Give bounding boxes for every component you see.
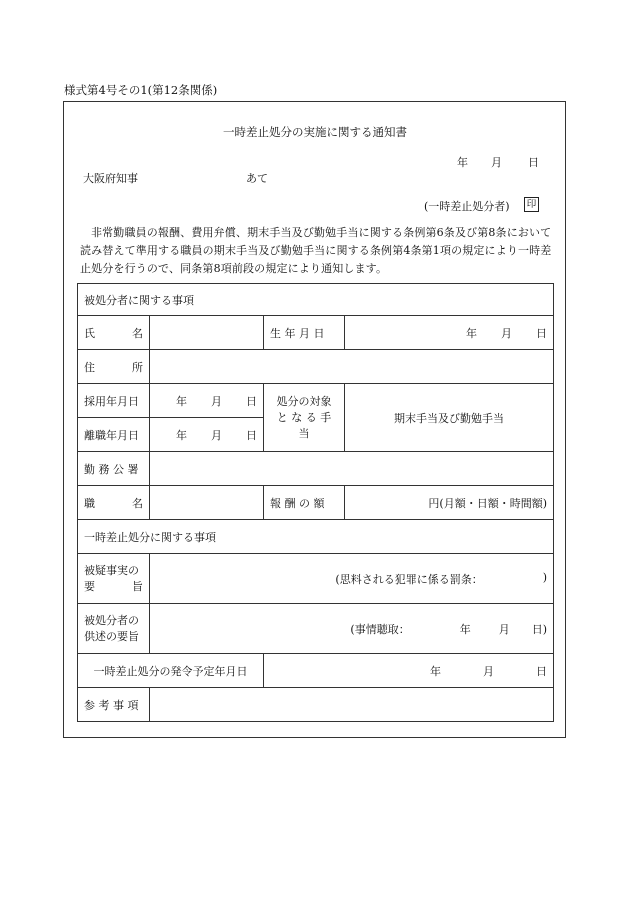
document-title: 一時差止処分の実施に関する通知書	[223, 125, 407, 139]
label-pay-amount: 報 酬 の 額	[264, 486, 345, 520]
label-birthdate: 生 年 月 日	[264, 316, 345, 350]
field-leave-date[interactable]: 年 月 日	[150, 418, 264, 452]
label-statement: 被処分者の 供述の要旨	[78, 604, 150, 654]
row-remarks	[78, 688, 554, 722]
field-name[interactable]	[150, 316, 264, 350]
section-heading-suspension: 一時差止処分に関する事項	[78, 520, 554, 554]
header-date-year: 年	[457, 156, 468, 169]
notice-body-line-1: 非常勤職員の報酬、費用弁償、期末手当及び勤勉手当に関する条例第6条及び第8条において	[91, 226, 552, 239]
field-pay-amount[interactable]: 円(月額・日額・時間額)	[345, 486, 554, 520]
notice-body-line-3: 止処分を行うので、同条第8項前段の規定により通知します。	[80, 262, 388, 275]
addressee-suffix: あて	[246, 172, 268, 185]
label-target-allowance: 処分の対象 と な る 手 当	[264, 384, 345, 452]
field-remarks[interactable]	[150, 688, 554, 722]
label-remarks: 参 考 事 項	[78, 688, 150, 722]
row-office	[78, 452, 554, 486]
label-issue-date: 一時差止処分の発令予定年月日	[78, 654, 264, 688]
header-date-month: 月	[491, 156, 502, 169]
row-hire-date	[78, 384, 554, 418]
row-name	[78, 316, 554, 350]
label-office: 勤 務 公 署	[78, 452, 150, 486]
sender-label: (一時差止処分者)	[424, 200, 510, 213]
row-job-title	[78, 486, 554, 520]
row-issue-date	[78, 654, 554, 688]
label-address: 住 所	[78, 350, 150, 384]
field-suspicion[interactable]: (思料される犯罪に係る罰条： )	[150, 554, 554, 604]
section-heading-subject: 被処分者に関する事項	[78, 284, 554, 316]
notice-body	[80, 224, 562, 278]
addressee: 大阪府知事	[83, 172, 138, 185]
label-name: 氏 名	[78, 316, 150, 350]
notice-body-line-2: 読み替えて準用する職員の期末手当及び勤勉手当に関する条例第4条第1項の規定により一時差	[80, 244, 552, 257]
field-job-title[interactable]	[150, 486, 264, 520]
label-suspicion: 被疑事実の 要 旨	[78, 554, 150, 604]
section-row-subject	[78, 284, 554, 316]
row-address	[78, 350, 554, 384]
field-birthdate[interactable]: 年 月 日	[345, 316, 554, 350]
form-number-caption: 様式第4号その1(第12条関係)	[64, 83, 218, 97]
field-office[interactable]	[150, 452, 554, 486]
section-row-suspension	[78, 520, 554, 554]
field-address[interactable]	[150, 350, 554, 384]
field-issue-date[interactable]: 年 月 日	[264, 654, 554, 688]
field-hire-date[interactable]: 年 月 日	[150, 384, 264, 418]
value-target-allowance: 期末手当及び勤勉手当	[345, 384, 554, 452]
seal-mark: 印	[524, 197, 539, 212]
row-statement	[78, 604, 554, 654]
notice-form-table	[77, 283, 554, 722]
header-date-day: 日	[528, 156, 539, 169]
label-job-title: 職 名	[78, 486, 150, 520]
label-hire-date: 採用年月日	[78, 384, 150, 418]
label-leave-date: 離職年月日	[78, 418, 150, 452]
field-statement[interactable]: (事情聴取： 年 月 日)	[150, 604, 554, 654]
row-suspicion	[78, 554, 554, 604]
